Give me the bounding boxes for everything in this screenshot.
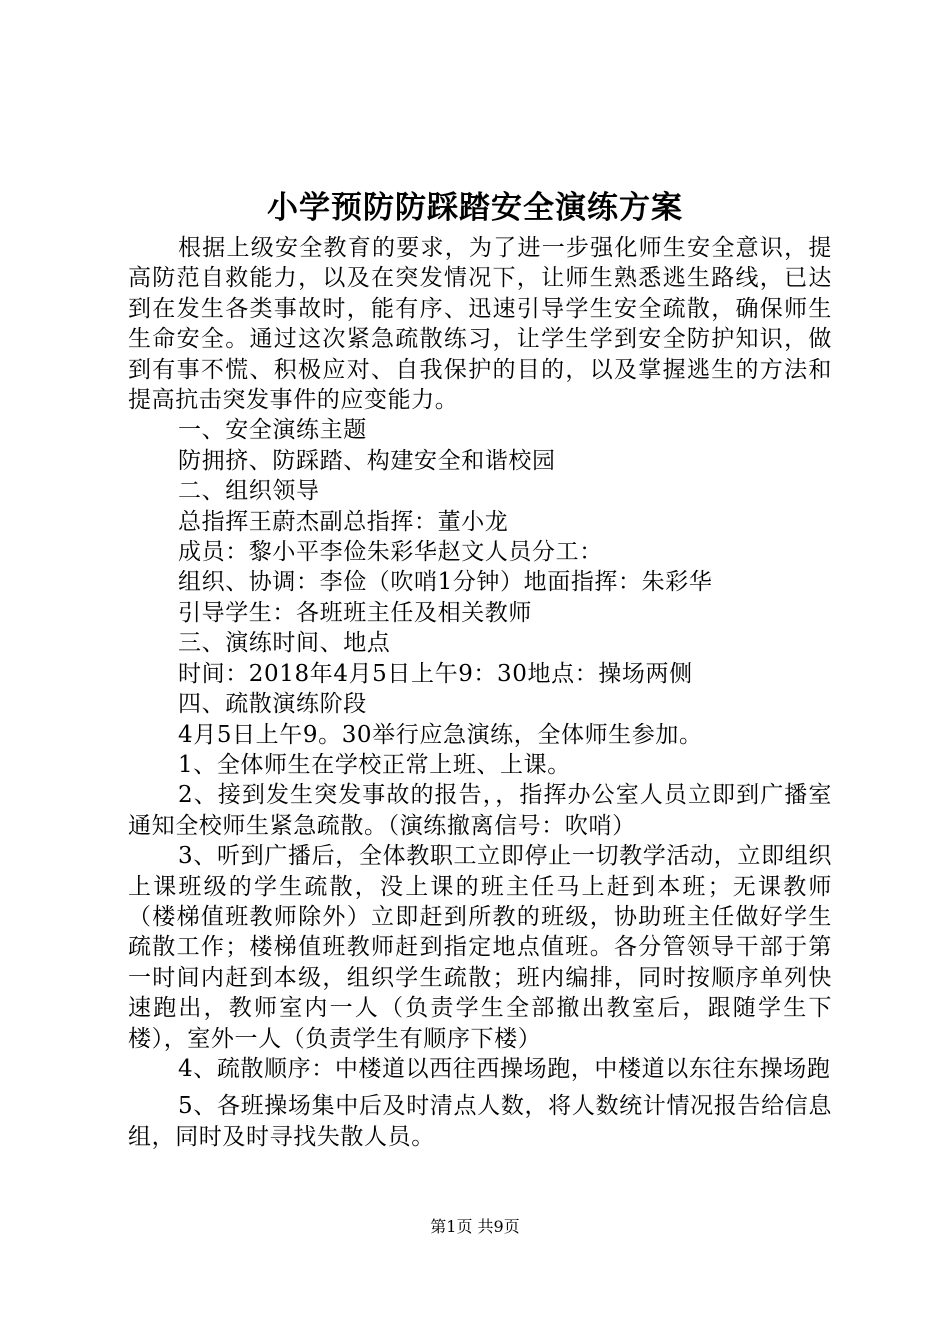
commander-line: 总指挥王蔚杰副总指挥：董小龙 xyxy=(178,508,509,535)
intro-paragraph: 根据上级安全教育的要求，为了进一步强化师生安全意识，提高防范自救能力，以及在突发情况下，让师生熟悉逃生路线，已达到在发生各类事故时，能有序、迅速引导学生安全疏散，确保师生生命安全。通过这次紧急疏散练习，让学生学到安全防护知识，做到有事不慌、积极应对、自我保护的目的，以及掌握逃生的方法和提高抗击突发事件的应变能力。 xyxy=(128,235,832,414)
step-5: 5、各班操场集中后及时清点人数，将人数统计情况报告给信息组，同时及时寻找失散人员。 xyxy=(128,1093,832,1150)
step-1: 1、全体师生在学校正常上班、上课。 xyxy=(178,751,571,778)
step-4: 4、疏散顺序：中楼道以西往西操场跑，中楼道以东往东操场跑 xyxy=(178,1055,831,1082)
theme-text: 防拥挤、防踩踏、构建安全和谐校园 xyxy=(178,447,556,474)
time-place-line: 时间：2018年4月5日上午9：30地点：操场两侧 xyxy=(178,660,693,687)
section-heading-leadership: 二、组织领导 xyxy=(178,478,320,505)
guide-students-line: 引导学生：各班班主任及相关教师 xyxy=(178,599,532,626)
step-2: 2、接到发生突发事故的报告，，指挥办公室人员立即到广播室通知全校师生紧急疏散。（演练撤离信号：吹哨） xyxy=(128,782,832,839)
coordination-line: 组织、协调：李俭（吹哨1分钟）地面指挥：朱彩华 xyxy=(178,569,713,596)
drill-date-line: 4月5日上午9。30举行应急演练，全体师生参加。 xyxy=(178,721,703,748)
section-heading-time-place: 三、演练时间、地点 xyxy=(178,630,391,657)
document-title: 小学预防防踩踏安全演练方案 xyxy=(267,190,683,226)
page-number-footer: 第1页 共9页 xyxy=(430,1217,520,1236)
section-heading-evacuation: 四、疏散演练阶段 xyxy=(178,691,367,718)
members-line: 成员：黎小平李俭朱彩华赵文人员分工： xyxy=(178,539,603,566)
document-body xyxy=(128,233,832,1152)
section-heading-theme: 一、安全演练主题 xyxy=(178,417,367,444)
step-3: 3、听到广播后，全体教职工立即停止一切教学活动，立即组织上课班级的学生疏散，没上课的班主任马上赶到本班；无课教师（楼梯值班教师除外）立即赶到所教的班级，协助班主任做好学生疏散工作；楼梯值班教师赶到指定地点值班。各分管领导干部于第一时间内赶到本级，组织学生疏散；班内编排，同时按顺序单列快速跑出，教师室内一人（负责学生全部撤出教室后，跟随学生下楼），室外一人（负责学生有顺序下楼） xyxy=(128,843,832,1052)
